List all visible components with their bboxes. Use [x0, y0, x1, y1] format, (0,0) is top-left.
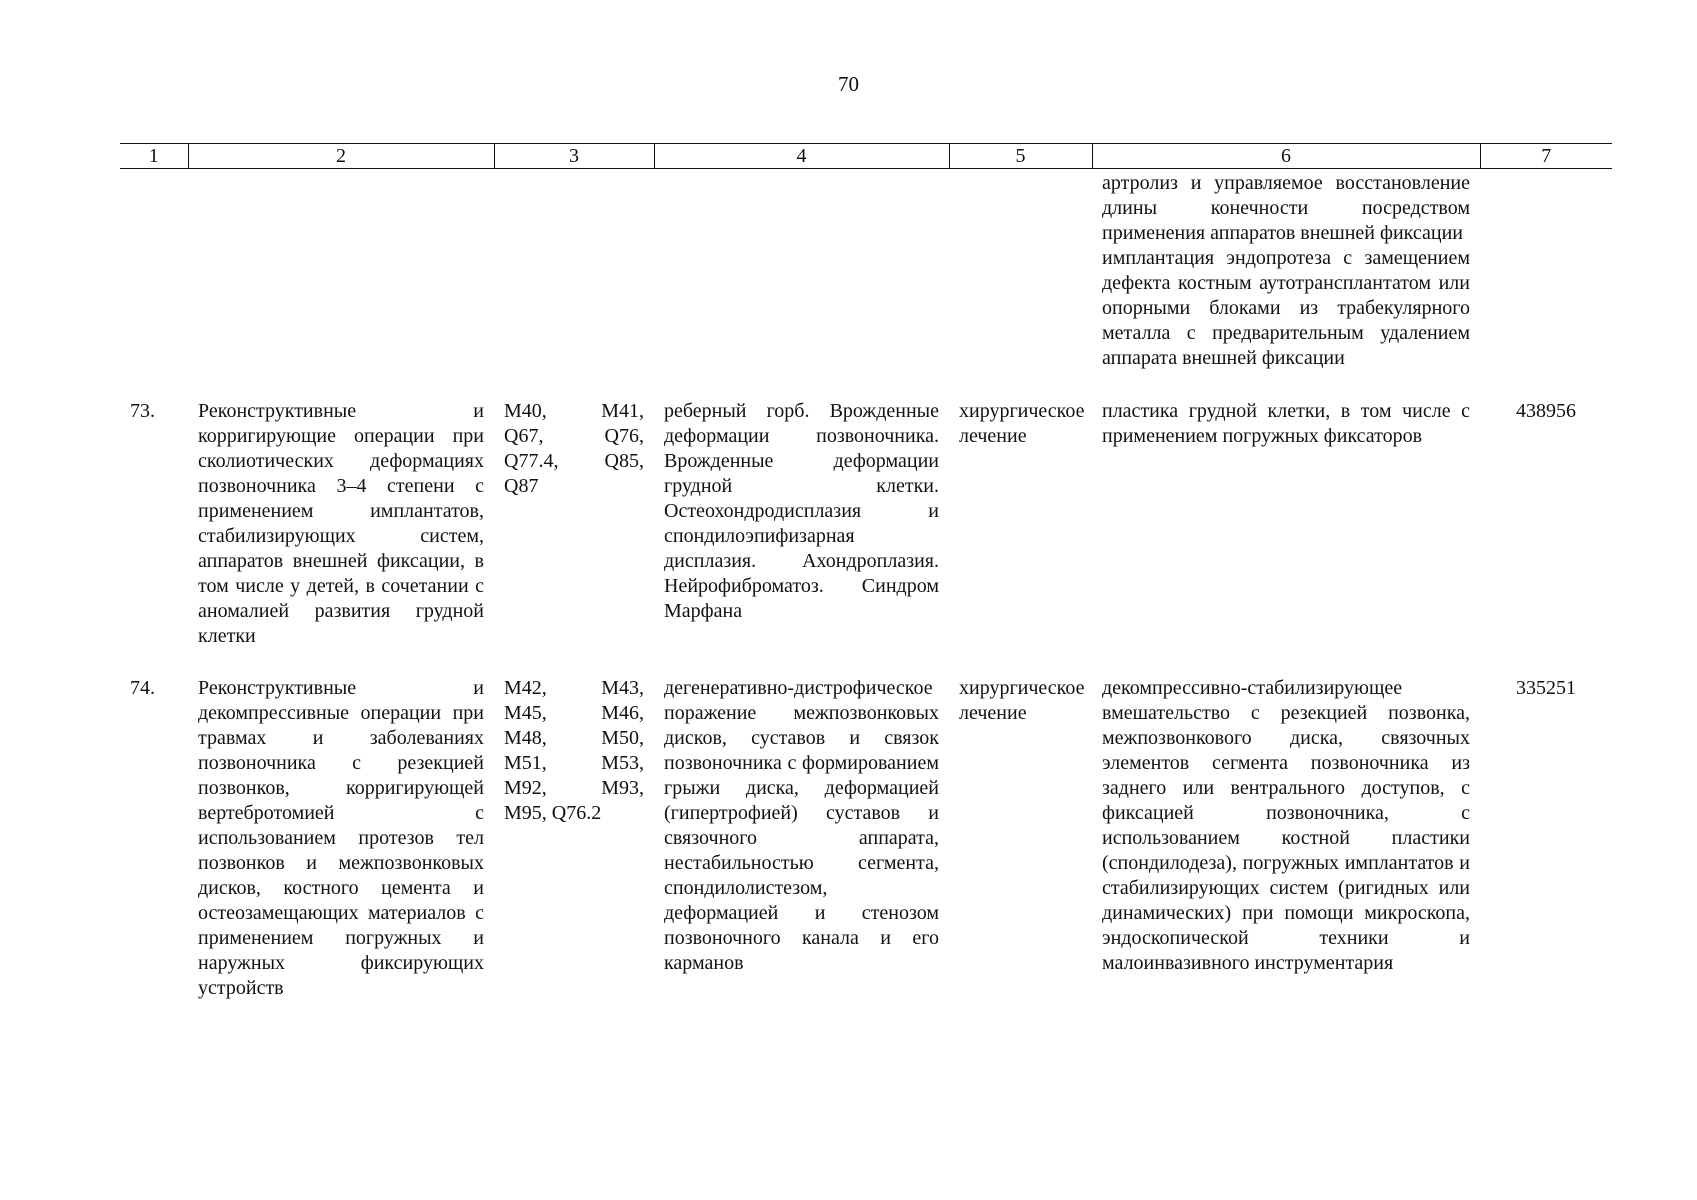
icd-code: M43, — [601, 677, 644, 699]
icd-code: M53, — [601, 752, 644, 774]
icd-code: M41, — [601, 400, 644, 422]
icd-code: M95, Q76.2 — [504, 802, 602, 824]
header-cell: 6 — [1092, 144, 1480, 169]
icd-code: M46, — [601, 702, 644, 724]
icd-code: M42, — [504, 677, 547, 699]
table-row — [120, 399, 1612, 676]
table-row — [120, 676, 1612, 1001]
icd-code: M48, — [504, 727, 547, 749]
icd-code: Q77.4, — [504, 450, 559, 472]
method-text: артролиз и управляемое восстановление длины конечности посредством применения аппаратов внешней фиксации — [1102, 172, 1470, 244]
cost-value: 438956 — [1516, 400, 1576, 422]
header-cell: 1 — [120, 144, 188, 169]
icd-code: Q87 — [504, 475, 539, 497]
procedure-name: Реконструктивные и декомпрессивные операции при травмах и заболеваниях позвоночника с резекцией позвонков, корригирующей вертебротомией с использованием протезов тел позвонков и межпозвонковых дисков, костного цемента и остеозамещающих материалов с применением погружных и наружных фиксирующих устройств — [198, 677, 484, 999]
icd-code: M51, — [504, 752, 547, 774]
procedure-name: Реконструктивные и корригирующие операции при сколиотических деформациях позвоночника 3–4 степени с применением имплантатов, стабилизирующих систем, аппаратов внешней фиксации, в том числе у детей, в сочетании с аномалией развития грудной клетки — [198, 400, 484, 647]
diagnosis: дегенеративно-дистрофическое поражение межпозвонковых дисков, суставов и связок позвоночника с формированием грыжи диска, деформацией (гипертрофией) суставов и связочного аппарата, нестабильностью сегмента, спондилолистезом, деформацией и стенозом позвоночного канала и его карманов — [664, 677, 939, 974]
icd-codes — [494, 399, 654, 676]
header-cell: 3 — [494, 144, 654, 169]
header-cell: 2 — [188, 144, 494, 169]
cost-value: 335251 — [1516, 677, 1576, 699]
icd-code: M92, — [504, 777, 547, 799]
treatment-type: хирургическое лечение — [959, 400, 1085, 447]
method-text: имплантация эндопротеза с замещением дефекта костным аутотрансплантатом или опорными блоками из трабекулярного металла с предварительным удалением аппарата внешней фиксации — [1102, 247, 1470, 369]
icd-code: M40, — [504, 400, 547, 422]
header-cell: 5 — [949, 144, 1092, 169]
icd-code: M50, — [601, 727, 644, 749]
continuation-row — [120, 169, 1612, 400]
icd-code: Q67, — [504, 425, 544, 447]
icd-code: M93, — [601, 777, 644, 799]
row-number: 74. — [130, 677, 155, 699]
icd-code: Q85, — [604, 450, 644, 472]
diagnosis: реберный горб. Врожденные деформации позвоночника. Врожденные деформации грудной клетки. Остеохондродисплазия и спондилоэпифизарная дисплазия. Ахондроплазия. Нейрофиброматоз. Синдром Марфана — [664, 400, 939, 622]
procedures-table — [120, 143, 1612, 1001]
header-cell: 4 — [654, 144, 949, 169]
method-cell — [1092, 169, 1480, 400]
icd-code: M45, — [504, 702, 547, 724]
header-row — [120, 144, 1612, 169]
icd-codes — [494, 676, 654, 1001]
treatment-type: хирургическое лечение — [959, 677, 1085, 724]
method-text: пластика грудной клетки, в том числе с применением погружных фиксаторов — [1102, 400, 1470, 447]
page-number: 70 — [838, 72, 859, 96]
header-cell: 7 — [1480, 144, 1612, 169]
row-number: 73. — [130, 400, 155, 422]
icd-code: Q76, — [604, 425, 644, 447]
method-text: декомпрессивно-стабилизирующее вмешательство с резекцией позвонка, межпозвонкового диска, связочных элементов сегмента позвоночника из заднего или вентрального доступов, с фиксацией позвоночника, с использованием костной пластики (спондилодеза), погружных имплантатов и стабилизирующих систем (ригидных или динамических) при помощи микроскопа, эндоскопической техники и малоинвазивного инструментария — [1102, 677, 1470, 974]
